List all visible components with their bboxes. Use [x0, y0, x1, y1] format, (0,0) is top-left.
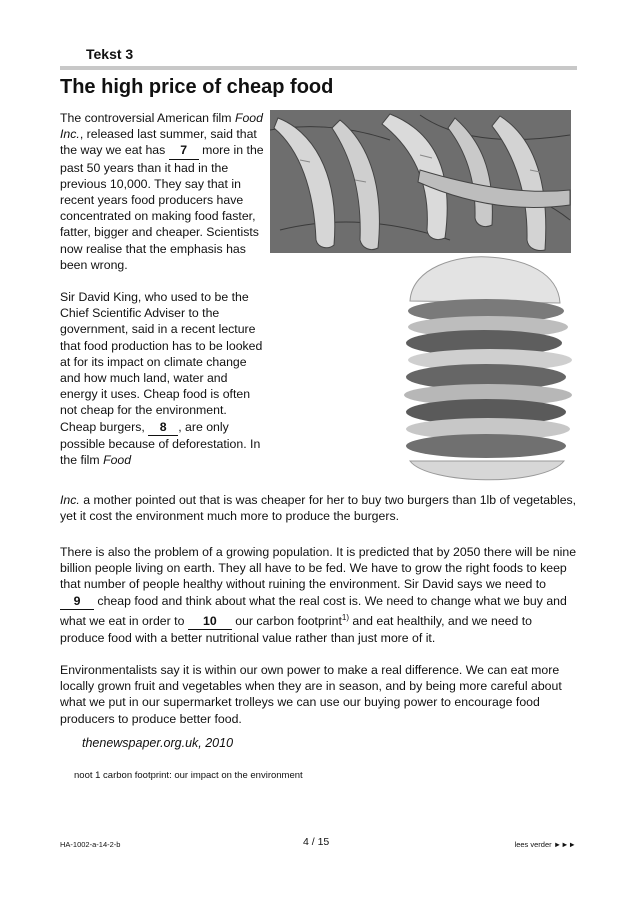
paragraph-2-end: Inc. a mother pointed out that is was cheaper for her to buy two burgers than 1lb of vegetables, yet it cost the environment much more to produce the burgers. [60, 493, 577, 524]
film-title: Food Inc. [60, 111, 263, 142]
section-label: Tekst 3 [86, 46, 134, 62]
gap-10: 10 [188, 613, 232, 630]
paragraph-1: The controversial American film Food Inc., released last summer, said that the way we eat has 7 more in the past 50 years than it had in the previous 10,000. They say that in recent years food producers have concentrated on making food faster, fatter, bigger and cheaper. Scientists now realise that the emphasis has been wrong. [60, 111, 264, 272]
gap-8: 8 [148, 419, 178, 436]
footnote-ref: 1) [341, 612, 350, 622]
paragraph-3: There is also the problem of a growing population. It is predicted that by 2050 there will be nine billion people living on earth. They all have to be fed. We have to grow the right foods to keep that number of people healthy without ruining the environment. Sir David says we need to 9 cheap food and think about what the real cost is. We need to change what we buy and what we eat in order to 10 our carbon footprint$^{1)}$ and eat healthily, and we need to produce food with a better nutritional value rather than just more of it. [60, 545, 577, 646]
gap-9: 9 [60, 593, 94, 610]
film-title-a: Food [103, 453, 132, 468]
carrots-photo [270, 110, 571, 253]
exam-code: HA-1002-a-14-2-b [60, 840, 121, 849]
heading-rule [60, 66, 577, 70]
continue-label: lees verder ►►► [514, 840, 576, 849]
paragraph-4: Environmentalists say it is within our own power to make a real difference. We can eat more locally grown fruit and vegetables when they are in season, and by being more careful about what we put in our supermarket trolleys we can use our buying power to encourage food producers to produce better food. [60, 663, 562, 726]
narrow-column [60, 110, 265, 468]
footnote: noot 1 carbon footprint: our impact on the environment [74, 770, 303, 781]
page-number: 4 / 15 [303, 836, 330, 848]
source-credit: thenewspaper.org.uk, 2010 [82, 736, 234, 750]
gap-7: 7 [169, 142, 199, 159]
burger-photo [398, 253, 574, 490]
film-title-b: Inc. [60, 493, 80, 507]
paragraph-2-start: Sir David King, who used to be the Chief Scientific Adviser to the government, said in a recent lecture that food production has to be looked at for its impact on climate change and how much land, water and energy it uses. Cheap food is often not cheap for the environment. Cheap burgers, 8 , are only possible because of deforestation. In the film Food [60, 290, 263, 468]
article-title: The high price of cheap food [60, 76, 334, 98]
